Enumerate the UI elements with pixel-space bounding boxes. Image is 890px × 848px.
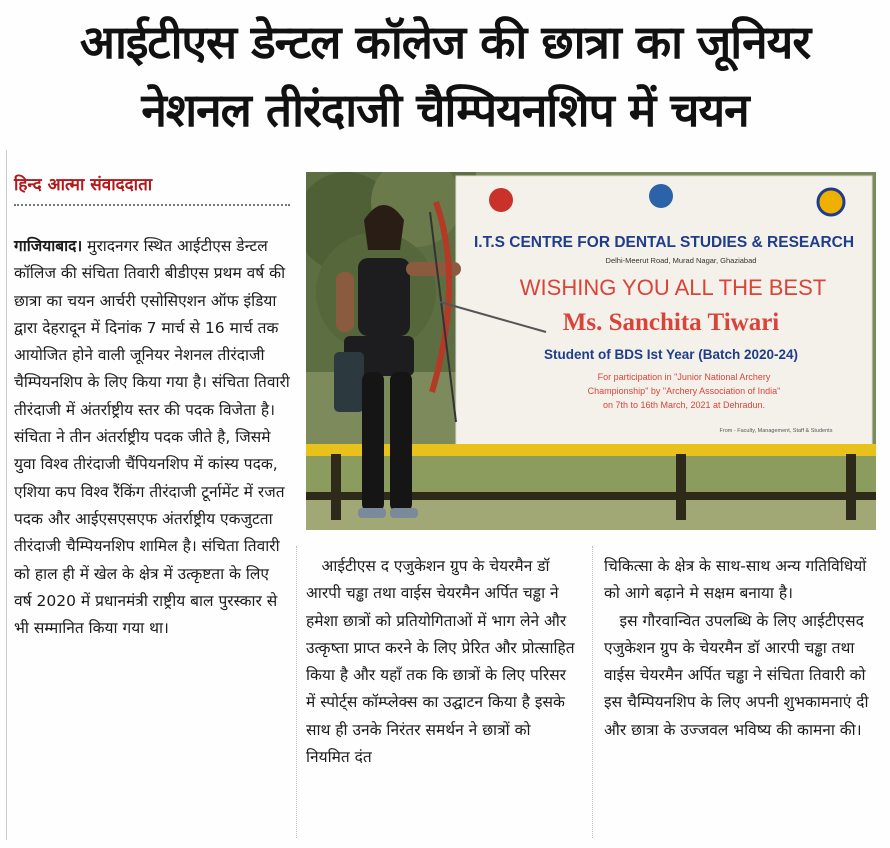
headline-line-1: आईटीएस डेन्टल कॉलेज की छात्रा का जूनियर [79,15,811,69]
column-separator [592,546,593,838]
paragraph-text: मुरादनगर स्थित आईटीएस डेन्टल कॉलिज की संचिता तिवारी बीडीएस प्रथम वर्ष की छात्रा का चयन आर्चरी एसोसिएशन ऑफ इंडिया द्वारा देहरादून में दिनांक 7 मार्च से 16 मार्च तक आयोजित होने वाली जूनियर नेशनल तीरंदाजी चैम्पियनशिप के लिए किया गया है। संचिता तिवारी तीरंदाजी में अंतर्राष्ट्रीय स्तर की पदक विजेता है। संचिता ने तीन अंतर्राष्ट्रीय पदक जीते है, जिसमे युवा विश्व तीरंदाजी चैंपियनशिप में कांस्य पदक, एशिया कप विश्व रैंकिंग तीरंदाजी टूर्नामेंट में रजत पदक और आईएसएसएफ अंतर्राष्ट्रीय एकजुटता तीरंदाजी चैम्पियनशिप शामिल है। संचिता तिवारी को हाल ही में खेल के क्षेत्र में उत्कृष्टता के लिए वर्ष 2020 में प्रधानमंत्री राष्ट्रीय बाल पुरस्कार से भी सम्मानित किया गया था। [14,237,290,638]
banner-title: I.T.S CENTRE FOR DENTAL STUDIES & RESEARCH [473,234,855,251]
banner-from: From - Faculty, Management, Staff & Students [719,428,833,434]
banner-student: Student of BDS Ist Year (Batch 2020-24) [543,347,799,362]
left-margin-line [6,150,7,840]
article-column-3 [604,553,878,744]
banner-participation-1: For participation in "Junior National Archery [597,372,771,382]
banner-name: Ms. Sanchita Tiwari [562,309,780,336]
photo-illustration [306,172,876,530]
dateline: गाजियाबाद। [14,237,83,255]
headline [8,8,882,144]
banner-address: Delhi-Meerut Road, Murad Nagar, Ghaziabad [605,256,757,265]
article-paragraph [14,233,290,642]
banner-wish: WISHING YOU ALL THE BEST [519,275,827,300]
article-column-2 [306,553,576,771]
news-photo [306,172,876,530]
paragraph-text: चिकित्सा के क्षेत्र के साथ-साथ अन्य गतिविधियों को आगे बढ़ाने मे सक्षम बनाया है। [604,557,867,603]
banner-participation-2: Championship" by "Archery Association of India" [587,386,781,396]
byline: हिन्द आत्मा संवाददाता [14,175,153,195]
column-separator [296,546,297,838]
paragraph-text: इस गौरवान्वित उपलब्धि के लिए आईटीएसद एजुकेशन ग्रुप के चेयरमैन डॉ आरपी चड्ढा तथा वाईस चेयरमैन अर्पित चड्ढा ने संचिता तिवारी को इस चैम्पियनशिप के लिए अपनी शुभकामनाएं दी और छात्रा के उज्जवल भविष्य की कामना की। [604,611,869,739]
headline-line-2: नेशनल तीरंदाजी चैम्पियनशिप में चयन [141,83,749,137]
article-column-1 [14,233,290,642]
paragraph-text: आईटीएस द एजुकेशन ग्रुप के चेयरमैन डॉ आरपी चड्ढा तथा वाईस चेयरमैन अर्पित चड्ढा ने हमेशा छात्रों को प्रतियोगिताओं में भाग लेने और उत्कृष्ता प्राप्त करने के लिए प्रेरित और प्रोत्साहित किया है और यहाँ तक कि छात्रों के लिए परिसर में स्पोर्ट्स कॉम्प्लेक्स का उद्घाटन किया है इसके साथ ही उनके निरंतर समर्थन ने छात्रों को नियमित दंत [306,557,575,767]
byline-divider [14,204,290,206]
banner-participation-3: on 7th to 16th March, 2021 at Dehradun. [602,400,766,410]
